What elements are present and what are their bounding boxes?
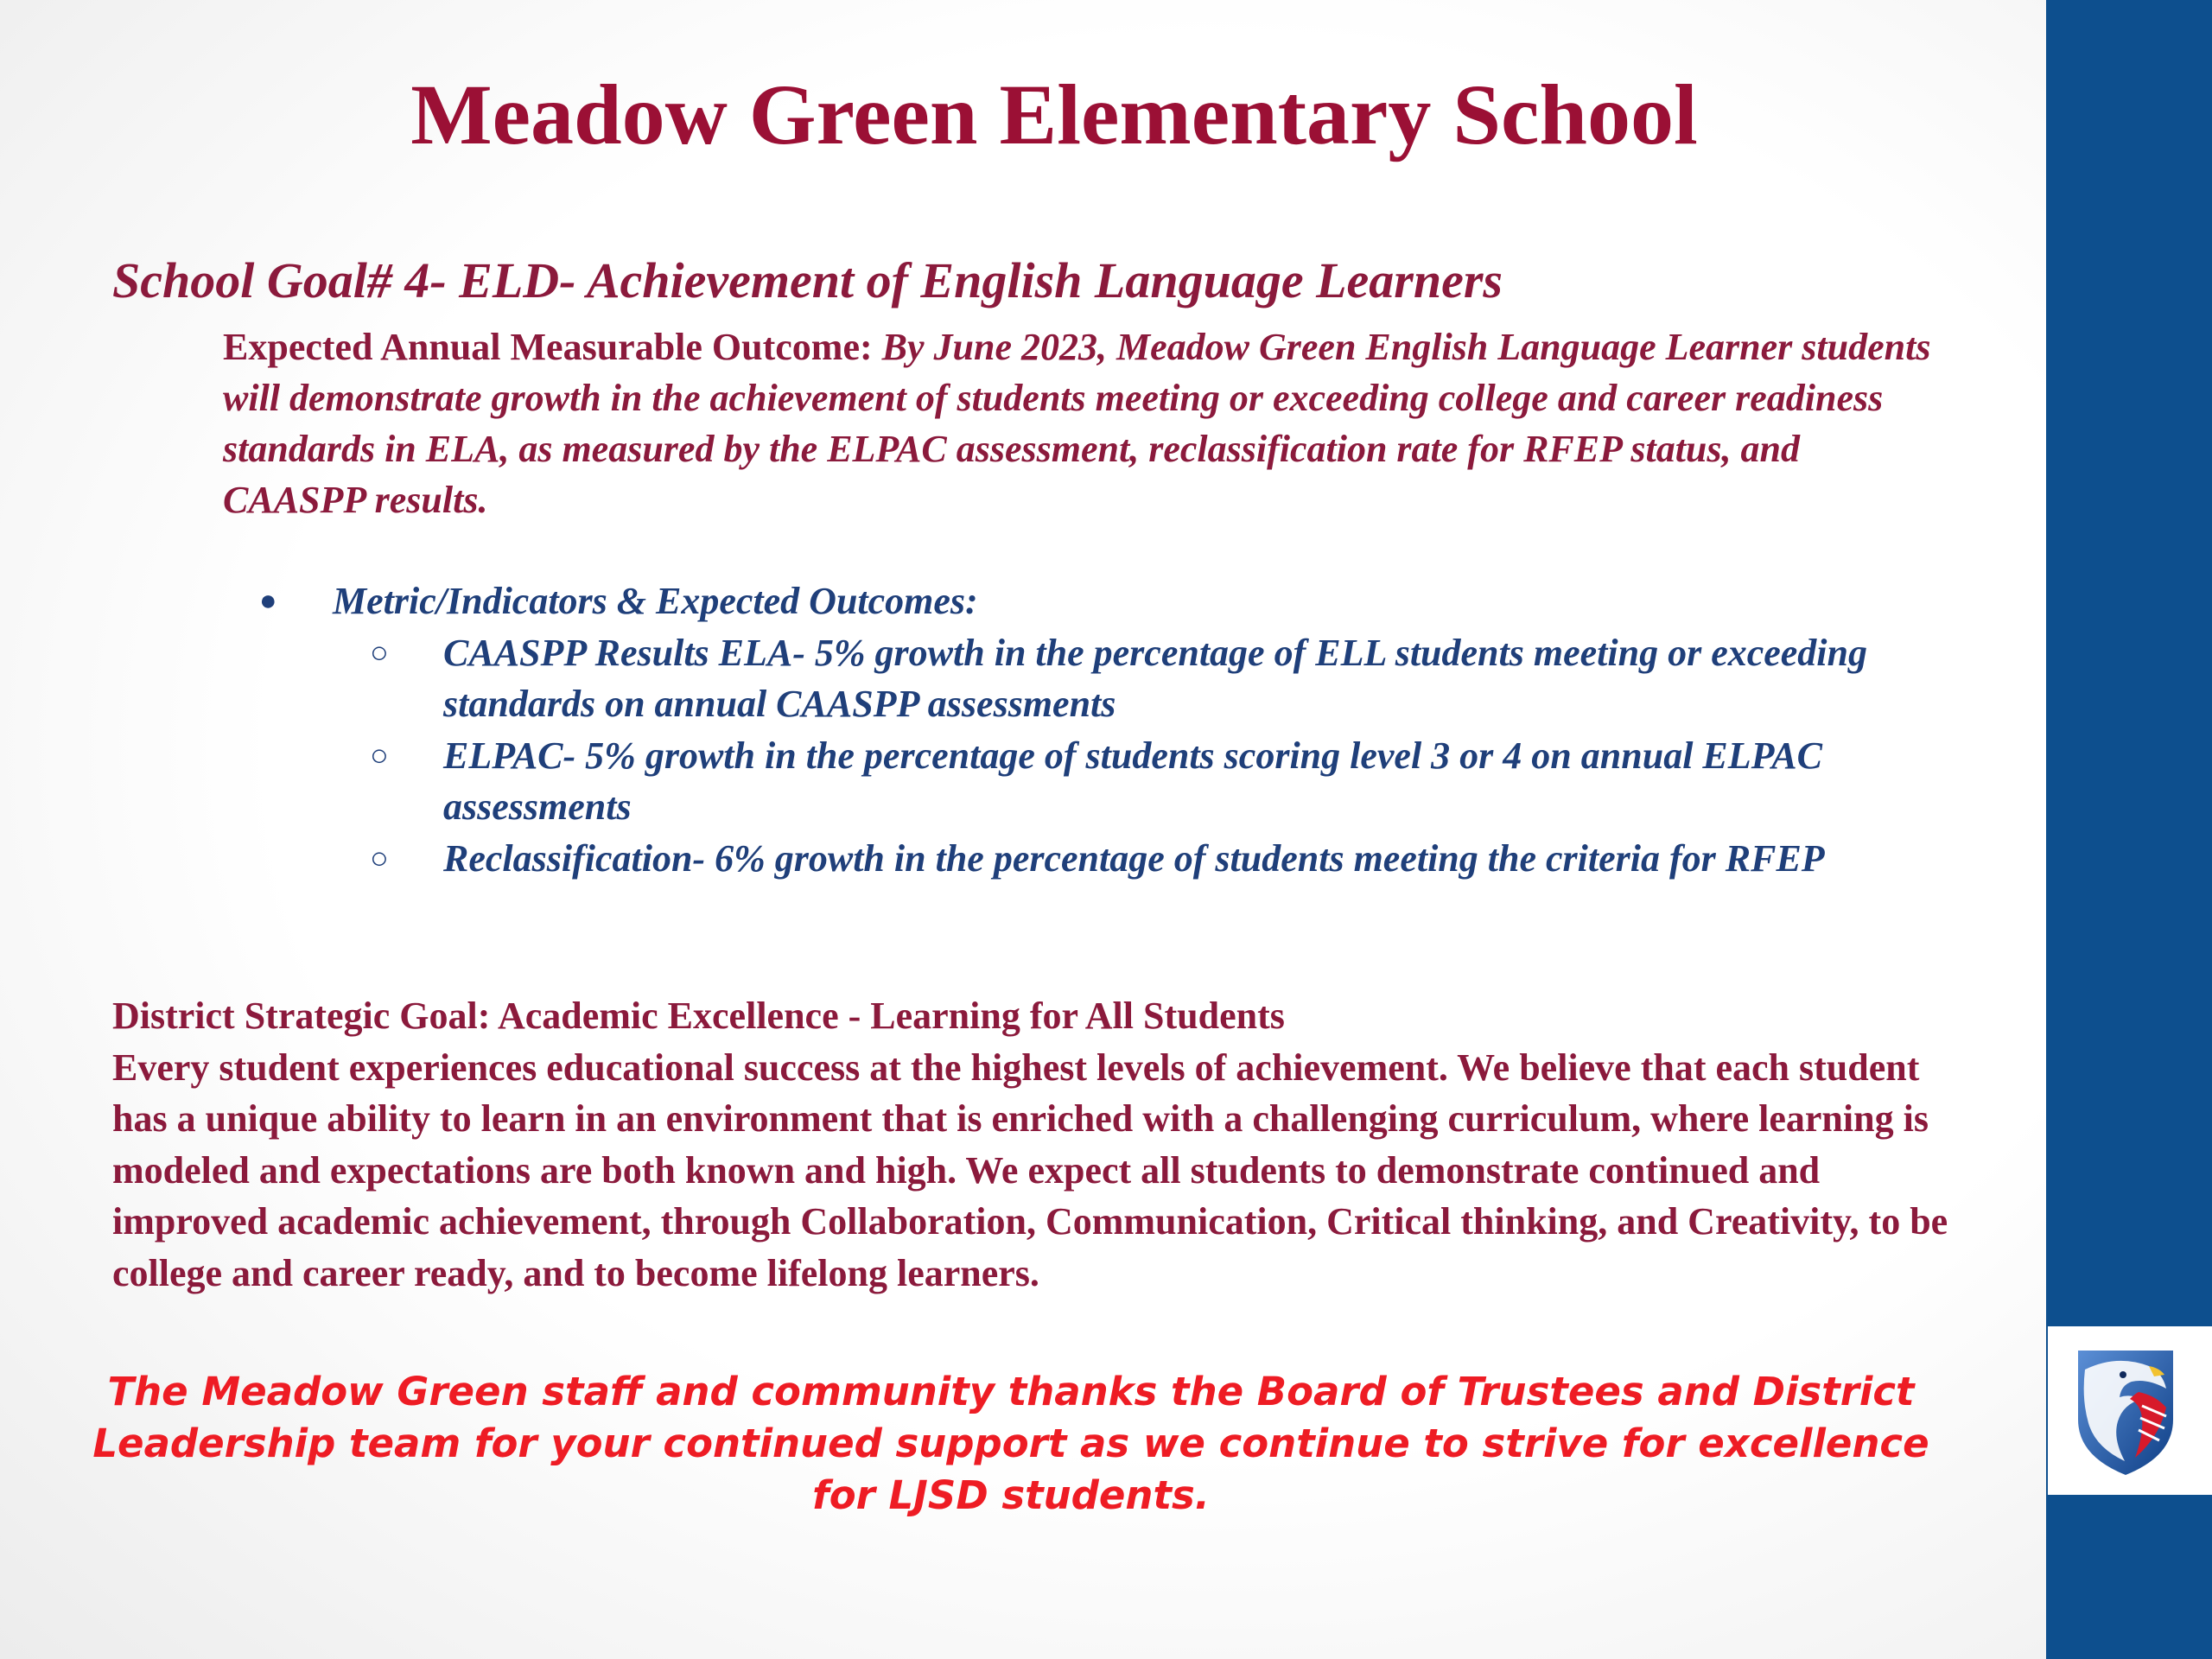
expected-outcome-label: Expected Annual Measurable Outcome: — [223, 326, 873, 368]
sub-bullet-icon: ○ — [370, 841, 389, 875]
district-goal-heading: District Strategic Goal: Academic Excellence - Learning for All Students — [112, 995, 1285, 1037]
district-goal-section — [112, 990, 1970, 1299]
sub-bullet-icon: ○ — [370, 635, 389, 670]
school-goal-heading: School Goal# 4- ELD- Achievement of English Language Learners — [112, 252, 1503, 308]
eagle-shield-icon — [2069, 1344, 2182, 1478]
expected-outcome-text: By June 2023, Meadow Green English Language Learner students will demonstrate growth in the achievement of students meeting or exceeding college and career readiness standards in ELA, as measured by the ELPAC assessment, reclassification rate for RFEP status, and CAASPP results. — [223, 326, 1931, 521]
metric-item-text: Reclassification- 6% growth in the percentage of students meeting the criteria for RFEP — [443, 837, 1825, 880]
sub-bullet-icon: ○ — [370, 738, 389, 772]
metric-item-text: ELPAC- 5% growth in the percentage of students scoring level 3 or 4 on annual ELPAC assessments — [443, 734, 1822, 828]
metrics-heading: Metric/Indicators & Expected Outcomes: — [333, 580, 978, 622]
expected-outcome-paragraph — [223, 321, 1951, 525]
bullet-icon: ● — [259, 585, 277, 617]
page-title: Meadow Green Elementary School — [410, 67, 1698, 162]
district-goal-body: Every student experiences educational success at the highest levels of achievement. We believe that each student has a unique ability to learn in an environment that is enriched with a challenging curriculum, where learning is modeled and expectations are both known and high. We expect all students to demonstrate continued and improved academic achievement, through Collaboration, Communication, Critical thinking, and Creativity, to be college and career ready, and to become lifelong learners. — [112, 1046, 1948, 1294]
metric-item-text: CAASPP Results ELA- 5% growth in the percentage of ELL students meeting or exceeding standards on annual CAASPP assessments — [443, 632, 1868, 725]
thank-you-message: The Meadow Green staff and community thanks the Board of Trustees and District Leadership team for your continued support as we continue to strive for excellence for LJSD students. — [92, 1369, 1929, 1518]
